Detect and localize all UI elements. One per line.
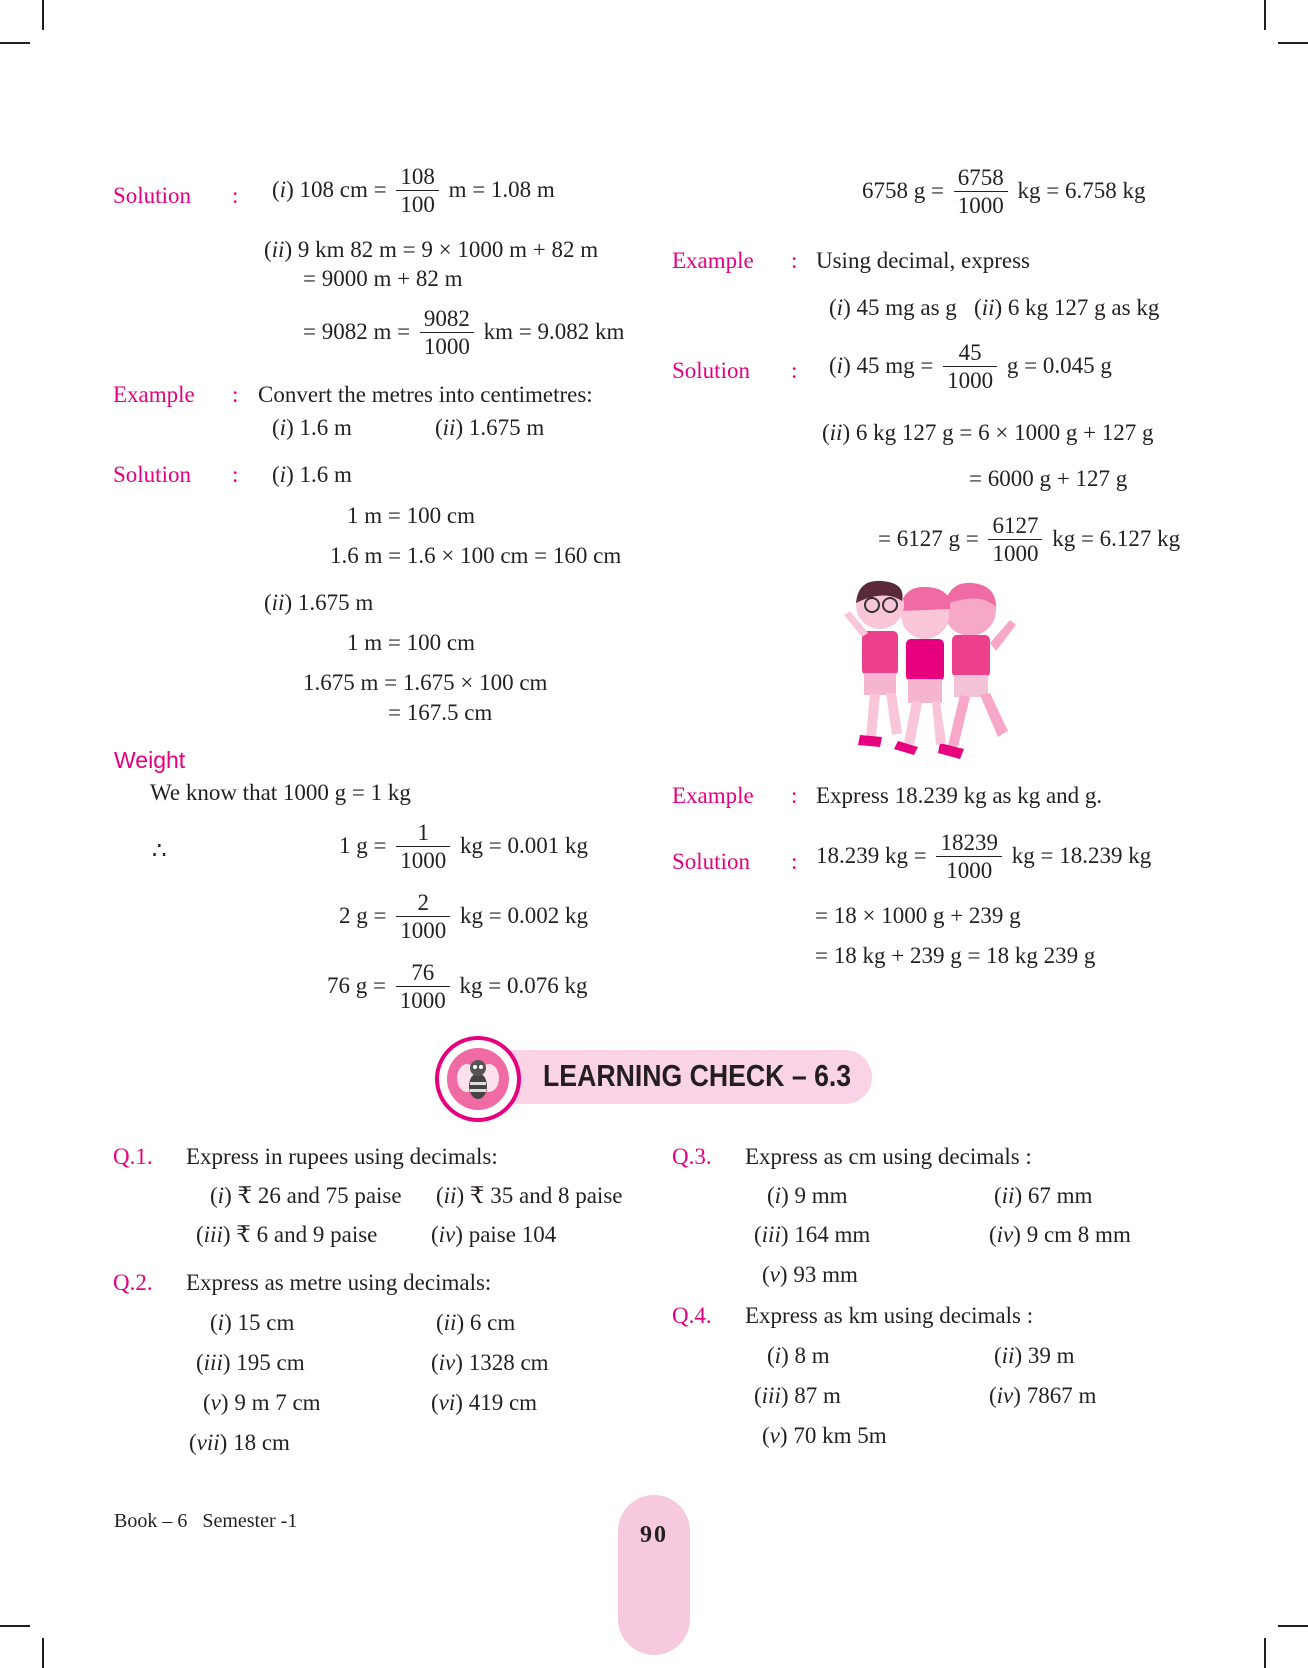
solution-2-line: 1 m = 100 cm — [347, 630, 475, 655]
example-question: Express 18.239 kg as kg and g. — [816, 783, 1103, 808]
q4-item: (ii) 39 m — [994, 1343, 1075, 1368]
colon: : — [232, 382, 239, 407]
q3-item: (iii) 164 mm — [754, 1222, 871, 1247]
example-label: Example — [113, 382, 195, 407]
crop-mark — [1278, 1625, 1308, 1627]
q3-item: (ii) 67 mm — [994, 1183, 1093, 1208]
solution-3-part-i: (i) 45 mg = $\frac{45}{1000}$ g = 0.045 g — [829, 340, 1112, 393]
colon: : — [232, 462, 239, 487]
page-number-tab — [618, 1495, 690, 1655]
q3-text: Express as cm using decimals : — [745, 1144, 1032, 1169]
q1-item: (iii) ₹ 6 and 9 paise — [196, 1222, 378, 1247]
solution-label: Solution — [113, 462, 191, 487]
crop-mark — [1264, 1638, 1266, 1668]
weight-heading: Weight — [114, 747, 186, 773]
solution-2-line: 1.675 m = 1.675 × 100 cm — [303, 670, 548, 695]
colon: : — [232, 183, 239, 208]
weight-intro: We know that 1000 g = 1 kg — [150, 780, 411, 805]
page-number: 90 — [640, 1522, 668, 1548]
q4-text: Express as km using decimals : — [745, 1303, 1034, 1328]
q1-number: Q.1. — [113, 1144, 153, 1169]
bee-mascot-icon — [447, 1048, 509, 1110]
solution-4-line: = 18 kg + 239 g = 18 kg 239 g — [815, 943, 1096, 968]
colon: : — [791, 849, 798, 874]
weight-row: 1 g = $\frac{1}{1000}$ kg = 0.001 kg — [339, 820, 588, 873]
example-label: Example — [672, 783, 754, 808]
crop-mark — [42, 0, 44, 30]
q2-item: (v) 9 m 7 cm — [203, 1390, 321, 1415]
solution-2-line: = 167.5 cm — [388, 700, 493, 725]
solution-3-fraction-line: = 6127 g = $\frac{6127}{1000}$ kg = 6.127 kg — [878, 513, 1181, 566]
q2-text: Express as metre using decimals: — [186, 1270, 492, 1295]
therefore-symbol: ∴ — [152, 838, 167, 863]
weight-row: 76 g = $\frac{76}{1000}$ kg = 0.076 kg — [327, 960, 588, 1013]
colon: : — [791, 248, 798, 273]
solution-1-part-ii: (ii) 9 km 82 m = 9 × 1000 m + 82 m — [264, 237, 599, 262]
example-parts: (i) 45 mg as g (ii) 6 kg 127 g as kg — [829, 295, 1160, 320]
q2-item: (iv) 1328 cm — [431, 1350, 549, 1375]
solution-3-line: = 6000 g + 127 g — [969, 466, 1128, 491]
q4-item: (iii) 87 m — [754, 1383, 841, 1408]
q1-text: Express in rupees using decimals: — [186, 1144, 498, 1169]
example-question: Convert the metres into centimetres: — [258, 382, 593, 407]
solution-1-fraction-line: = 9082 m = $\frac{9082}{1000}$ km = 9.082 km — [303, 306, 625, 359]
solution-2-part-i: (i) 1.6 m — [272, 462, 352, 487]
q2-item: (ii) 6 cm — [436, 1310, 516, 1335]
solution-label: Solution — [113, 183, 191, 208]
learning-check-badge — [435, 1036, 521, 1122]
footer-book-info: Book – 6 Semester -1 — [114, 1510, 298, 1532]
crop-mark — [0, 1625, 30, 1627]
learning-check-title: LEARNING CHECK – 6.3 — [543, 1058, 852, 1093]
solution-4-fraction-line: 18.239 kg = $\frac{18239}{1000}$ kg = 18.239 kg — [816, 830, 1152, 883]
q4-item: (i) 8 m — [767, 1343, 830, 1368]
q3-item: (v) 93 mm — [762, 1262, 858, 1287]
q4-item: (v) 70 km 5m — [762, 1423, 887, 1448]
colon: : — [791, 783, 798, 808]
example-part-i: (i) 1.6 m — [272, 415, 352, 440]
crop-mark — [0, 42, 30, 44]
example-label: Example — [672, 248, 754, 273]
q2-item: (vii) 18 cm — [189, 1430, 290, 1455]
solution-4-line: = 18 × 1000 g + 239 g — [815, 903, 1021, 928]
solution-1-line: = 9000 m + 82 m — [303, 266, 463, 291]
q2-item: (i) 15 cm — [210, 1310, 295, 1335]
q3-item: (iv) 9 cm 8 mm — [989, 1222, 1131, 1247]
solution-label: Solution — [672, 358, 750, 383]
example-question: Using decimal, express — [816, 248, 1030, 273]
solution-2-line: 1.6 m = 1.6 × 100 cm = 160 cm — [330, 543, 622, 568]
q4-number: Q.4. — [672, 1303, 712, 1328]
bee-icon — [447, 1048, 509, 1110]
solution-2-part-ii: (ii) 1.675 m — [264, 590, 374, 615]
example-part-ii: (ii) 1.675 m — [435, 415, 545, 440]
q2-number: Q.2. — [113, 1270, 153, 1295]
q2-item: (iii) 195 cm — [196, 1350, 305, 1375]
q1-item: (i) ₹ 26 and 75 paise — [210, 1183, 402, 1208]
conversion-line: 6758 g = $\frac{6758}{1000}$ kg = 6.758 kg — [862, 165, 1146, 218]
q1-item: (iv) paise 104 — [431, 1222, 557, 1247]
crop-mark — [42, 1638, 44, 1668]
weight-row: 2 g = $\frac{2}{1000}$ kg = 0.002 kg — [339, 890, 588, 943]
q3-item: (i) 9 mm — [767, 1183, 848, 1208]
colon: : — [791, 358, 798, 383]
q4-item: (iv) 7867 m — [989, 1383, 1097, 1408]
crop-mark — [1278, 42, 1308, 44]
solution-label: Solution — [672, 849, 750, 874]
q1-item: (ii) ₹ 35 and 8 paise — [436, 1183, 623, 1208]
q2-item: (vi) 419 cm — [431, 1390, 538, 1415]
crop-mark — [1264, 0, 1266, 30]
solution-1-part-i: (i) 108 cm = $\frac{108}{100}$ m = 1.08 m — [272, 164, 555, 217]
solution-2-line: 1 m = 100 cm — [347, 503, 475, 528]
kids-illustration — [840, 575, 1030, 765]
solution-3-part-ii: (ii) 6 kg 127 g = 6 × 1000 g + 127 g — [822, 420, 1154, 445]
q3-number: Q.3. — [672, 1144, 712, 1169]
